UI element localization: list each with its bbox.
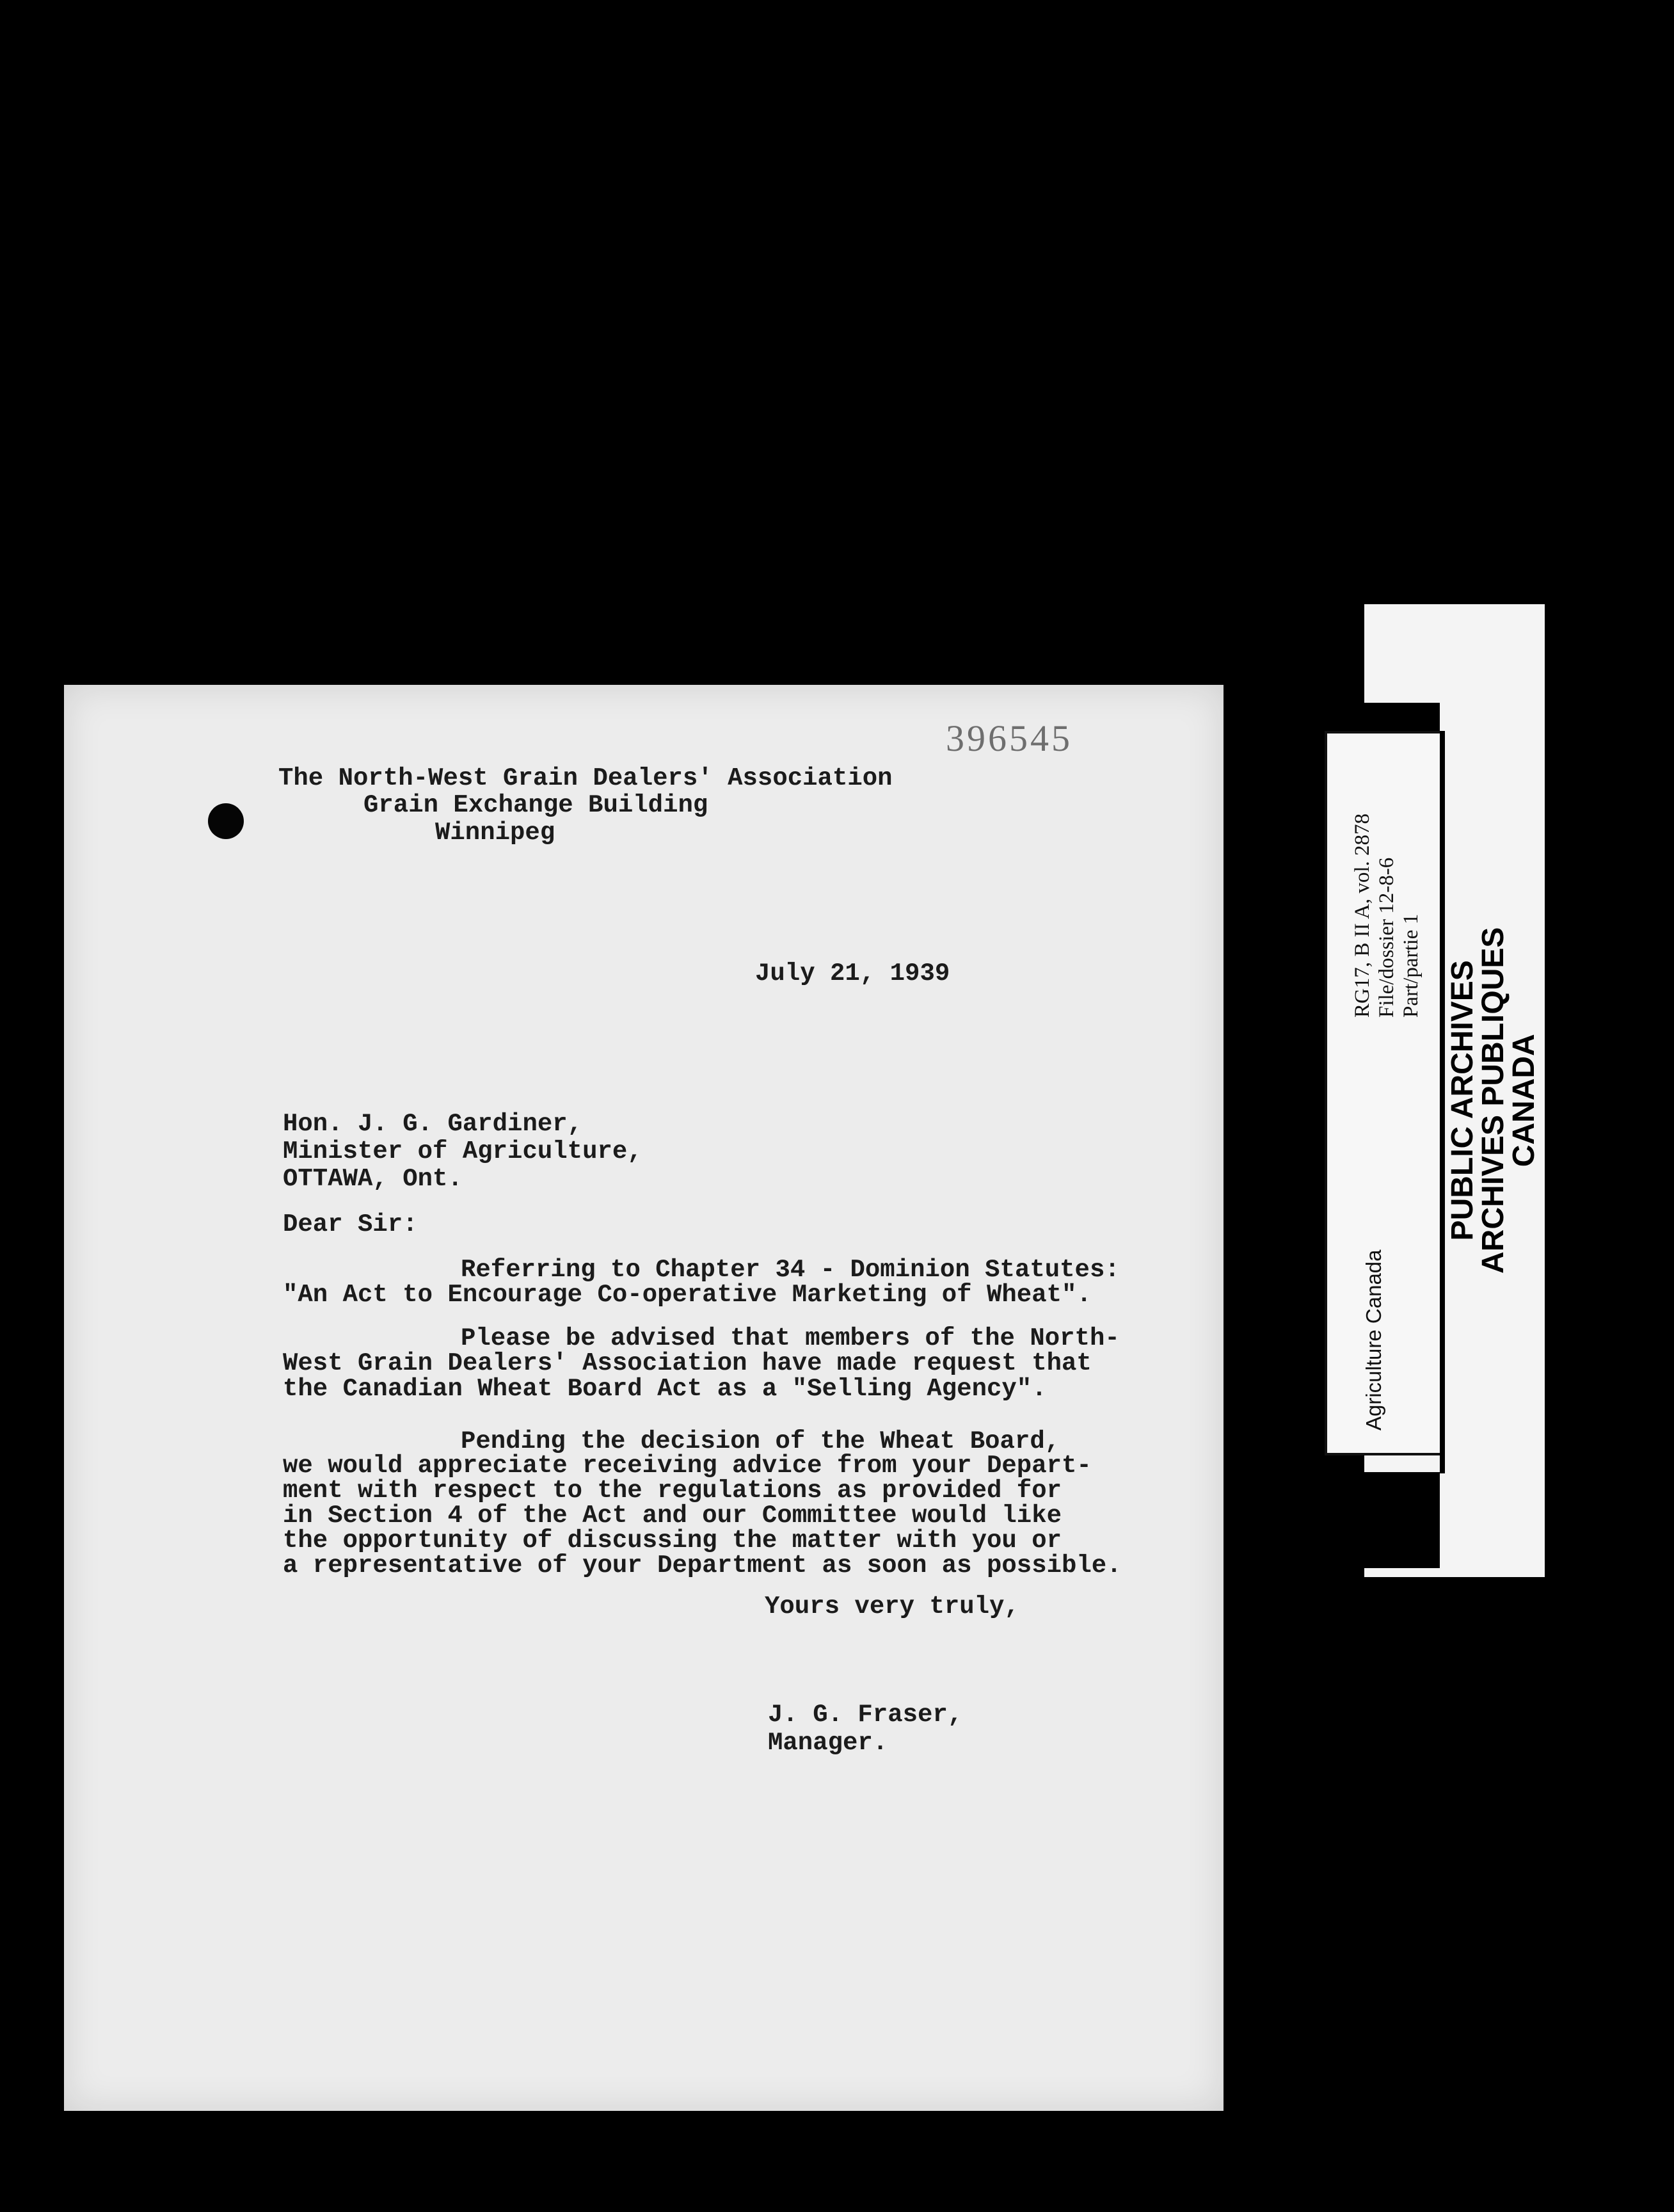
body-line: the opportunity of discussing the matter with you or — [283, 1527, 1062, 1555]
closing: Yours very truly, — [765, 1592, 1019, 1621]
recipient-title: Minister of Agriculture, — [283, 1137, 642, 1166]
body-line: ment with respect to the regulations as provided for — [283, 1477, 1062, 1505]
institution-name — [1447, 927, 1540, 1274]
institution-line: PUBLIC ARCHIVES — [1446, 960, 1479, 1241]
letter-date: July 21, 1939 — [755, 959, 950, 988]
letterhead-building: Grain Exchange Building — [363, 791, 708, 819]
reference-line: Part/partie 1 — [1399, 913, 1423, 1018]
reference-line: File/dossier 12-8-6 — [1375, 857, 1398, 1018]
recipient-location: OTTAWA, Ont. — [283, 1165, 463, 1193]
body-line: in Section 4 of the Act and our Committee would like — [283, 1502, 1062, 1530]
reference-line: RG17, B II A, vol. 2878 — [1351, 813, 1374, 1018]
body-line: we would appreciate receiving advice from your Depart- — [283, 1452, 1092, 1480]
institution-line: ARCHIVES PUBLIQUES — [1476, 927, 1510, 1274]
letterhead-org: The North-West Grain Dealers' Association — [278, 764, 893, 792]
salutation: Dear Sir: — [283, 1210, 418, 1238]
archive-reference — [1350, 813, 1423, 1018]
label-notch — [1364, 1472, 1440, 1568]
body-line: Referring to Chapter 34 - Dominion Statutes: — [461, 1256, 1120, 1284]
body-line: a representative of your Department as soon as possible. — [283, 1551, 1122, 1580]
body-line: "An Act to Encourage Co-operative Marketing of Wheat". — [283, 1281, 1092, 1309]
letterhead-city: Winnipeg — [435, 819, 555, 847]
label-divider — [1440, 731, 1445, 1473]
signature-title: Manager. — [768, 1729, 888, 1757]
punch-hole — [208, 803, 244, 839]
recipient-name: Hon. J. G. Gardiner, — [283, 1110, 583, 1138]
archive-stamp-number: 396545 — [946, 717, 1072, 759]
institution-line: CANADA — [1507, 1034, 1541, 1167]
signature-name: J. G. Fraser, — [768, 1701, 963, 1729]
body-line: West Grain Dealers' Association have made request that — [283, 1349, 1092, 1377]
body-line: Pending the decision of the Wheat Board, — [461, 1427, 1060, 1455]
body-line: the Canadian Wheat Board Act as a "Selling Agency". — [283, 1375, 1047, 1403]
body-line: Please be advised that members of the North- — [461, 1324, 1120, 1352]
department-name: Agriculture Canada — [1362, 1249, 1385, 1431]
